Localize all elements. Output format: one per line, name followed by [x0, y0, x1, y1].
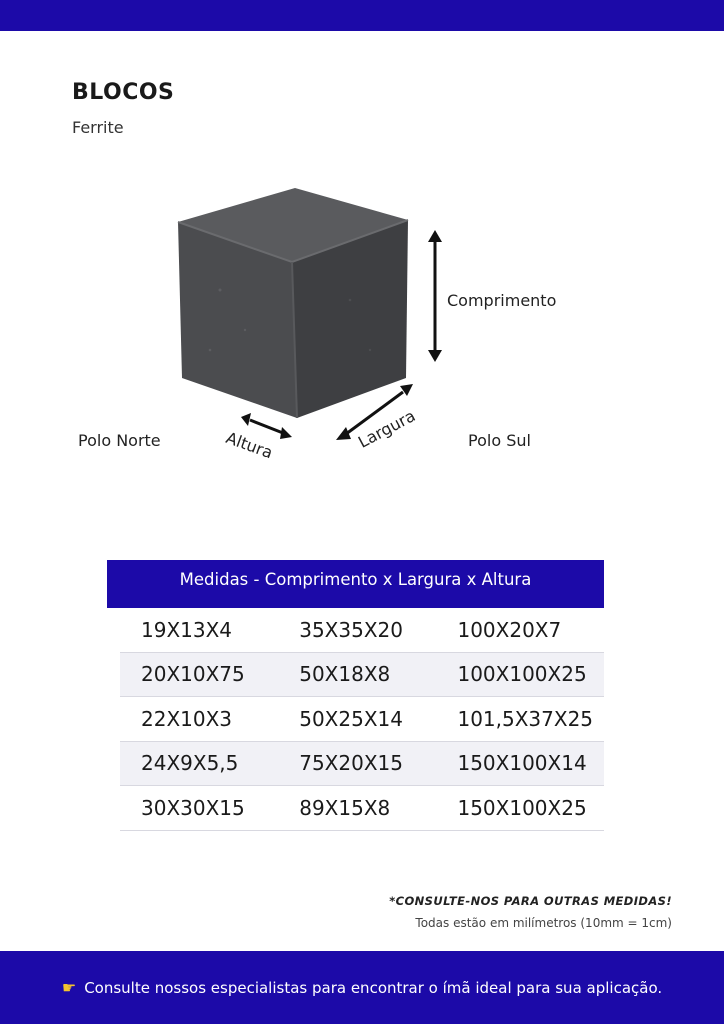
table-cell: 24X9X5,5	[141, 751, 239, 776]
pointing-hand-icon: ☛	[61, 978, 77, 997]
measurements-table	[107, 560, 604, 831]
units-note: Todas estão em milímetros (10mm = 1cm)	[415, 916, 672, 930]
table-header: Medidas - Comprimento x Largura x Altura	[107, 560, 604, 608]
table-row	[120, 608, 604, 653]
south-pole-label: Polo Sul	[468, 431, 531, 450]
table-cell: 20X10X75	[141, 662, 245, 687]
table-row	[120, 653, 604, 698]
length-label: Comprimento	[447, 291, 557, 310]
footer-text: Consulte nossos especialistas para encontrar o ímã ideal para sua aplicação.	[84, 978, 663, 997]
table-row	[120, 786, 604, 831]
table-cell: 22X10X3	[141, 706, 233, 731]
footer-banner	[0, 951, 724, 1024]
cube-diagram	[150, 180, 590, 470]
table-cell: 30X30X15	[141, 795, 245, 820]
table-row	[120, 742, 604, 787]
table-cell: 75X20X15	[299, 751, 403, 776]
table-cell: 150X100X25	[457, 795, 587, 820]
page-title: BLOCOS	[72, 80, 175, 105]
north-pole-label: Polo Norte	[78, 431, 161, 450]
page-subtitle: Ferrite	[72, 118, 124, 137]
table-cell: 50X25X14	[299, 706, 403, 731]
table-cell: 89X15X8	[299, 795, 391, 820]
length-arrow-icon	[428, 230, 442, 362]
table-cell: 100X20X7	[457, 617, 562, 642]
table-cell: 150X100X14	[457, 751, 587, 776]
top-bar	[0, 0, 724, 31]
table-cell: 50X18X8	[299, 662, 391, 687]
table-cell: 100X100X25	[457, 662, 587, 687]
table-cell: 19X13X4	[141, 617, 233, 642]
table-row	[120, 697, 604, 742]
table-cell: 35X35X20	[299, 617, 403, 642]
height-label: Altura	[223, 428, 276, 463]
table-cell: 101,5X37X25	[457, 706, 594, 731]
consult-note: *CONSULTE-NOS PARA OUTRAS MEDIDAS!	[389, 894, 672, 908]
width-label: Largura	[355, 406, 419, 452]
